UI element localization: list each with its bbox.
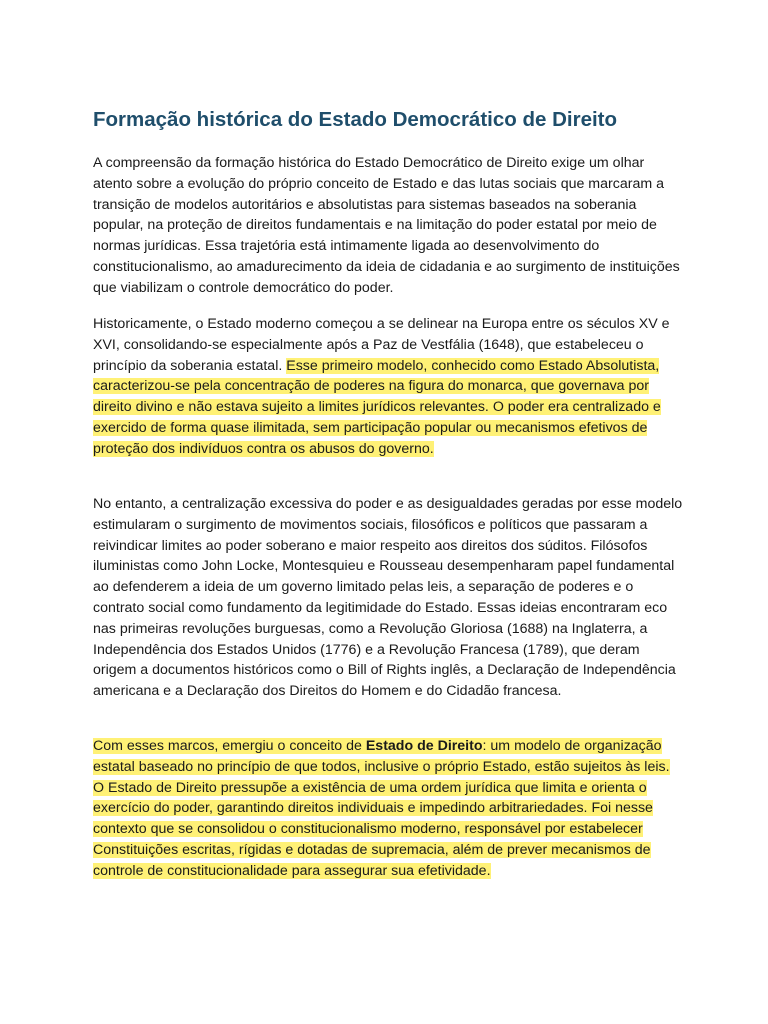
paragraph-enlightenment-revolutions: No entanto, a centralização excessiva do poder e as desigualdades geradas por esse modelo estimularam o surgimento de movimentos sociais, filosóficos e políticos que passaram a reivindicar limites ao poder soberano e maior respeito aos direitos dos súditos. Filósofos iluministas como John Locke, Montesquieu e Rousseau desempenharam papel fundamental ao defenderem a ideia de um governo limitado pelas leis, a separação de poderes e o contrato social como fundamento da legitimidade do Estado. Essas ideias encontraram eco nas primeiras revoluções burguesas, como a Revolução Gloriosa (1688) na Inglaterra, a Independência dos Estados Unidos (1776) e a Revolução Francesa (1789), que deram origem a documentos históricos como o Bill of Rights inglês, a Declaração de Independência americana e a Declaração dos Direitos do Homem e do Cidadão francesa. (93, 496, 683, 700)
paragraph-absolutist-state (93, 314, 683, 460)
bold-term-estado-de-direito: Estado de Direito (365, 738, 483, 754)
paragraph-plain-text: Historicamente, o Estado moderno começou a se delinear na Europa entre os séculos XV e XVI, consolidando-se especialmente após a Paz de Vestfália (1648), que estabeleceu o princípio da soberania estatal. (93, 316, 670, 374)
paragraph-rule-of-law (93, 736, 683, 882)
document-title: Formação histórica do Estado Democrático de Direito (93, 108, 618, 131)
highlighted-text: Esse primeiro modelo, conhecido como Estado Absolutista, caracterizou-se pela concentração de poderes na figura do monarca, que governava por direito divino e não estava sujeito a limites jurídicos relevantes. O poder era centralizado e exercido de forma quase ilimitada, sem participação popular ou mecanismos efetivos de proteção dos indivíduos contra os abusos do governo. (93, 357, 661, 457)
highlighted-text (93, 738, 670, 879)
highlighted-text-rest: : um modelo de organização estatal baseado no princípio de que todos, inclusive o próprio Estado, estão sujeitos às leis. O Estado de Direito pressupõe a existência de uma ordem jurídica que limita e orienta o exercício do poder, garantindo direitos individuais e impedindo arbitrariedades. Foi nesse contexto que se consolidou o constitucionalismo moderno, responsável por estabelecer Constituições escritas, rígidas e dotadas de supremacia, além de prever mecanismos de controle de constitucionalidade para assegurar sua efetividade. (93, 738, 670, 879)
paragraph-introduction: A compreensão da formação histórica do Estado Democrático de Direito exige um olhar atento sobre a evolução do próprio conceito de Estado e das lutas sociais que marcaram a transição de modelos autoritários e absolutistas para sistemas baseados na soberania popular, na proteção de direitos fundamentais e na limitação do poder estatal por meio de normas jurídicas. Essa trajetória está intimamente ligada ao desenvolvimento do constitucionalismo, ao amadurecimento da ideia de cidadania e ao surgimento de instituições que viabilizam o controle democrático do poder. (93, 155, 680, 296)
highlighted-text-lead: Com esses marcos, emergiu o conceito de (93, 738, 366, 754)
